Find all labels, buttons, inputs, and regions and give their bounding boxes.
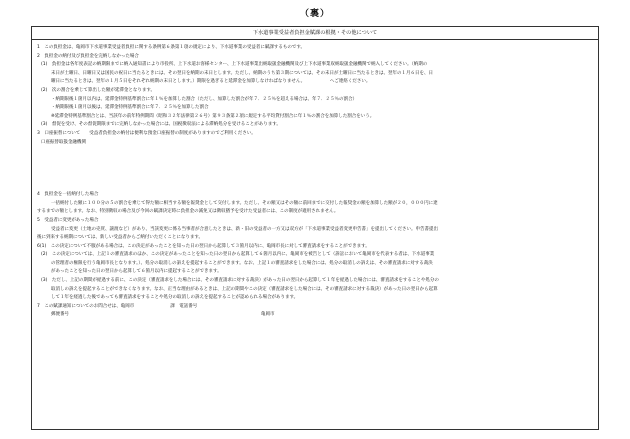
section-6-2-line-1: (2) この決定については、上記１の審査請求のほか、この決定があったことを知った日の翌日から起算して６箇月以内に、亀岡市を被告として（訴訟において亀岡市を代表する者は、下水道事業 bbox=[41, 252, 435, 258]
section-2-heading: 2 負担金の納付及び負担金を完納しなかった場合 bbox=[37, 53, 139, 59]
address-spacer bbox=[231, 311, 261, 320]
section-2-2-bullet-2: ・納期限後１箇月以後は、延滞金特例基準割合に年７．２５％を加算した割合 bbox=[51, 105, 209, 111]
section-6-3-line-3: して１年を経過した後であっても審査請求をすることや処分の取消しの訴えを提起することが認められる場合があります。 bbox=[51, 295, 299, 301]
section-5-line-1: 受益者に変更（土地の売買、譲渡など）があり、当該変更に係る当事者が合意したときは、新・旧の受益者の一方又は双方が「下水道事業受益者変更申告書」を提出してください。申告書提出 bbox=[51, 226, 438, 232]
postal-code-label: 郵便番号 bbox=[51, 312, 69, 318]
section-6-3-line-1: (3) ただし、上記の期間が経過する前に、この決定（審査請求をした場合には、その審査請求に対する裁決）があった日の翌日から起算して１年を経過した場合には、審査請求をすることや処分の bbox=[41, 278, 439, 284]
section-2-1-line-2: 末日が土曜日、日曜日又は国民の祝日に当たるときには、その翌日を納期の末日とします。ただし、納期のうち第３期については、その末日が土曜日に当たるときは、翌年の１月６日を、日 bbox=[51, 70, 434, 76]
section-2-1-line-1: (1) 負担金は各年度表記の納期限までに納入通知書により市役所、上下水道お客様センター、上下水道事業出納取扱金融機関及び上下水道事業収納取扱金融機関で納入してください。（納期の bbox=[41, 62, 428, 68]
section-2-2-line-1: (2) 次の割合を乗じて算出した額が延滞金となります。 bbox=[41, 87, 156, 93]
notice-title: 下水道事業受益者負担金賦課の根拠・その他について bbox=[32, 27, 598, 40]
address-city: 亀岡市 bbox=[261, 312, 275, 318]
section-2-2-note: ※延滞金特例基準割合とは、当該年の前年特例期間（昭和３２年法律第２６号）第９３条第２項に規定する平均貸付割合に年１％の割合を加算した割合をいう。 bbox=[51, 113, 375, 119]
section-1-text: 1 この負担金は、亀岡市下水道事業受益者負担に関する条例第６条第１項の規定により、下水道事業の受益者に賦課するものです。 bbox=[37, 45, 305, 50]
section-4-line-2: するまでの額とします。なお、特別徴収の場合及び今回の賦課決定時に負担金の減免又は徴収猶予を受けた受益者には、この制度が適用されません。 bbox=[37, 209, 339, 215]
section-2-1-line-3: 曜日に当たるときは、翌年の１月５日をそれぞれ納期の末日とします。）期限を過ぎると延滞金を加算しなければなりません。 へご連絡ください。 bbox=[51, 79, 371, 85]
section-4-heading: 4 負担金を一括納付した場合 bbox=[37, 192, 99, 198]
section-2-3-line-1: (3) 督促を受け、その督促期限までに完納しなかった場合には、国税徴収法による滞納処分を受けることがあります。 bbox=[41, 122, 281, 128]
notice-frame bbox=[31, 26, 599, 430]
section-2-2-bullet-1: ・納期限後１箇月以内は、延滞金特例基準割合に年１％を加算した割合（ただし、加算した割合が年７．２５％を超える場合は、年７．２５％の割合） bbox=[51, 96, 357, 102]
bank-list-blank-area bbox=[37, 147, 593, 191]
section-6-3-line-2: 取消しの訴えを提起することができなくなります。なお、正当な理由があるときは、上記の期間やこの決定（審査請求をした場合には、その審査請求に対する裁決）があった日の翌日から起算 bbox=[51, 286, 438, 292]
section-4-line-1: 一括納付した額に１００分の５の割合を乗じて得た額に相当する額を報奨金として交付します。ただし、その額又はその額に前回までに交付した報奨金の額を加算した額が２０，０００円に達 bbox=[51, 200, 438, 206]
inquiry-address-row bbox=[37, 311, 593, 320]
section-6-2-line-3: があったことを知った日の翌日から起算して６箇月以内に提起することができます。 bbox=[51, 269, 222, 275]
section-5-line-2: 後に到来する納期については、新しい受益者からご納付いただくことになります。 bbox=[37, 235, 204, 241]
section-7-inquiry: 7 この賦課通知についてのお問合せは、亀岡市 課 電話番号 bbox=[37, 303, 198, 309]
section-3-text: 3 口座振替について 受益者負担金の納付は便利な預金口座振替の制度がありますのでご利用ください。 bbox=[37, 130, 256, 136]
section-3-bank-label: 口座振替取扱金融機関 bbox=[41, 139, 86, 145]
notice-content bbox=[32, 40, 598, 320]
section-6-2-line-2: の管理者の権限を行う亀岡市長となります。）、処分の取消しの訴えを提起することができます。なお、上記１の審査請求をした場合には、処分の取消しの訴えは、その審査請求に対する裁決 bbox=[51, 260, 433, 266]
reverse-side-label: （裏） bbox=[299, 9, 330, 19]
section-5-heading: 5 受益者に変更があった場合 bbox=[37, 217, 99, 223]
section-6-1-line-1: 6(1) この決定について不服がある場合は、この決定があったことを知った日の翌日から起算して３箇月以内に、亀岡市長に対して審査請求をすることができます。 bbox=[37, 243, 370, 249]
